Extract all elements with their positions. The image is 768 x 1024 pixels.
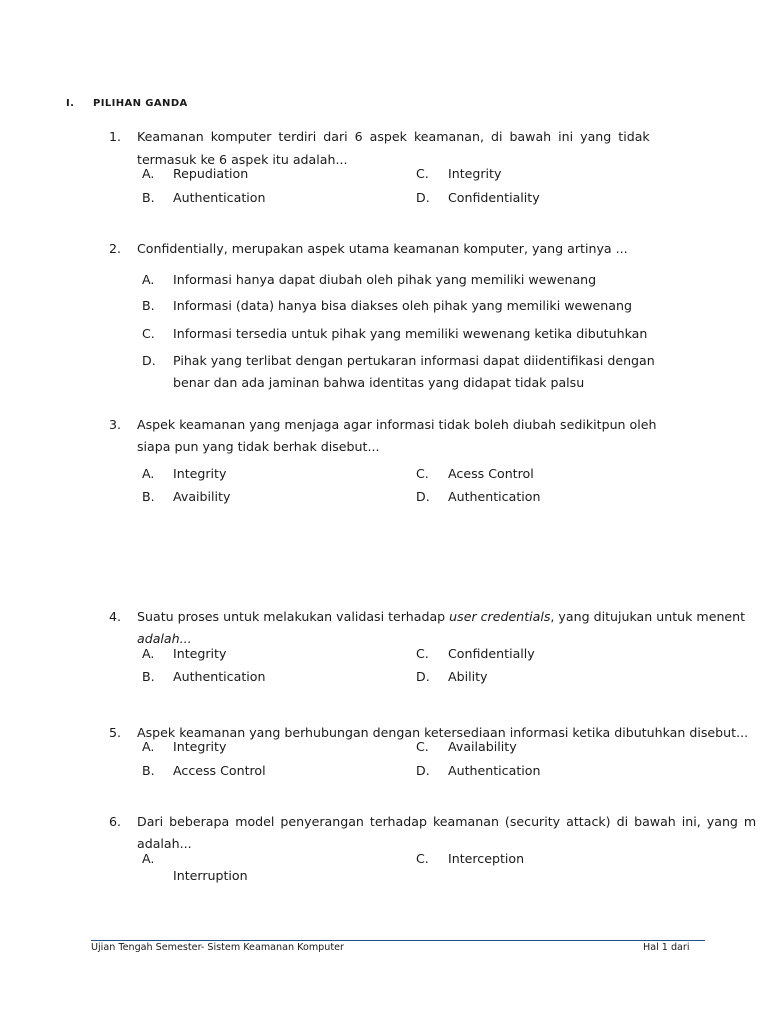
question-text-line: termasuk ke 6 aspek itu adalah... (137, 152, 348, 167)
option-label: C. (416, 851, 429, 866)
question-text-line: Aspek keamanan yang berhubungan dengan ketersediaan informasi ketika dibutuhkan disebut... (137, 725, 749, 740)
option-label: A. (142, 166, 155, 181)
option-label: D. (416, 489, 430, 504)
option-label: B. (142, 298, 155, 313)
option-label: C. (416, 739, 429, 754)
option-text: Confidentially (448, 646, 535, 661)
option-text: Integrity (173, 646, 227, 661)
question-number: 5. (109, 725, 122, 740)
footer-page-number: Hal 1 dari (643, 942, 690, 953)
option-label: D. (142, 353, 156, 368)
option-label: A. (142, 739, 155, 754)
option-label: B. (142, 669, 155, 684)
option-text: Interception (448, 851, 525, 866)
question-text-line: Dari beberapa model penyerangan terhadap keamanan (security attack) di bawah ini, yang m (137, 814, 757, 829)
option-label: C. (416, 646, 429, 661)
question-text-plain: Suatu proses untuk melakukan validasi terhadap (137, 609, 450, 624)
option-label: A. (142, 272, 155, 287)
option-text: Ability (448, 669, 488, 684)
option-text: Pihak yang terlibat dengan pertukaran informasi dapat diidentifikasi dengan (173, 353, 655, 368)
option-label: B. (142, 763, 155, 778)
option-text: Avaibility (173, 489, 231, 504)
question-text-line: adalah... (137, 836, 192, 851)
question-text-line: adalah... (137, 631, 192, 646)
question-text-line (137, 609, 768, 624)
question-number: 6. (109, 814, 122, 829)
question-number: 4. (109, 609, 122, 624)
option-text: Acess Control (448, 466, 534, 481)
footer-divider (91, 940, 705, 941)
option-label: A. (142, 646, 155, 661)
option-text: Availability (448, 739, 517, 754)
option-text: Authentication (448, 489, 541, 504)
option-text: Access Control (173, 763, 266, 778)
question-number: 1. (109, 129, 122, 144)
option-label: C. (416, 166, 429, 181)
question-number: 2. (109, 241, 122, 256)
option-label: D. (416, 669, 430, 684)
question-text-line: Confidentially, merupakan aspek utama keamanan komputer, yang artinya ... (137, 241, 628, 256)
option-label: D. (416, 763, 430, 778)
option-text: Integrity (173, 739, 227, 754)
option-text: Authentication (448, 763, 541, 778)
option-label: C. (416, 466, 429, 481)
question-number: 3. (109, 417, 122, 432)
section-title: PILIHAN GANDA (93, 98, 188, 109)
option-text: benar dan ada jaminan bahwa identitas yang didapat tidak palsu (173, 375, 585, 390)
question-text-line: Aspek keamanan yang menjaga agar informasi tidak boleh diubah sedikitpun oleh (137, 417, 657, 432)
option-label: C. (142, 326, 155, 341)
footer-title: Ujian Tengah Semester- Sistem Keamanan Komputer (91, 942, 344, 953)
option-text: Integrity (448, 166, 502, 181)
option-label: A. (142, 851, 155, 866)
question-text-line: Keamanan komputer terdiri dari 6 aspek keamanan, di bawah ini yang tidak (137, 129, 650, 144)
question-text-emphasis: user credentials (449, 609, 551, 624)
section-heading (66, 98, 188, 109)
option-text: Informasi (data) hanya bisa diakses oleh pihak yang memiliki wewenang (173, 298, 632, 313)
option-text: Integrity (173, 466, 227, 481)
option-text: Interruption (173, 868, 248, 883)
option-text: Repudiation (173, 166, 249, 181)
option-label: B. (142, 489, 155, 504)
option-text: Confidentiality (448, 190, 540, 205)
option-text: Informasi hanya dapat diubah oleh pihak yang memiliki wewenang (173, 272, 597, 287)
section-number: I. (66, 98, 75, 109)
option-label: A. (142, 466, 155, 481)
option-text: Authentication (173, 190, 266, 205)
question-text-plain: , yang ditujukan untuk menent (550, 609, 746, 624)
option-label: B. (142, 190, 155, 205)
option-label: D. (416, 190, 430, 205)
question-text-line: siapa pun yang tidak berhak disebut... (137, 439, 380, 454)
option-text: Authentication (173, 669, 266, 684)
option-text: Informasi tersedia untuk pihak yang memiliki wewenang ketika dibutuhkan (173, 326, 648, 341)
